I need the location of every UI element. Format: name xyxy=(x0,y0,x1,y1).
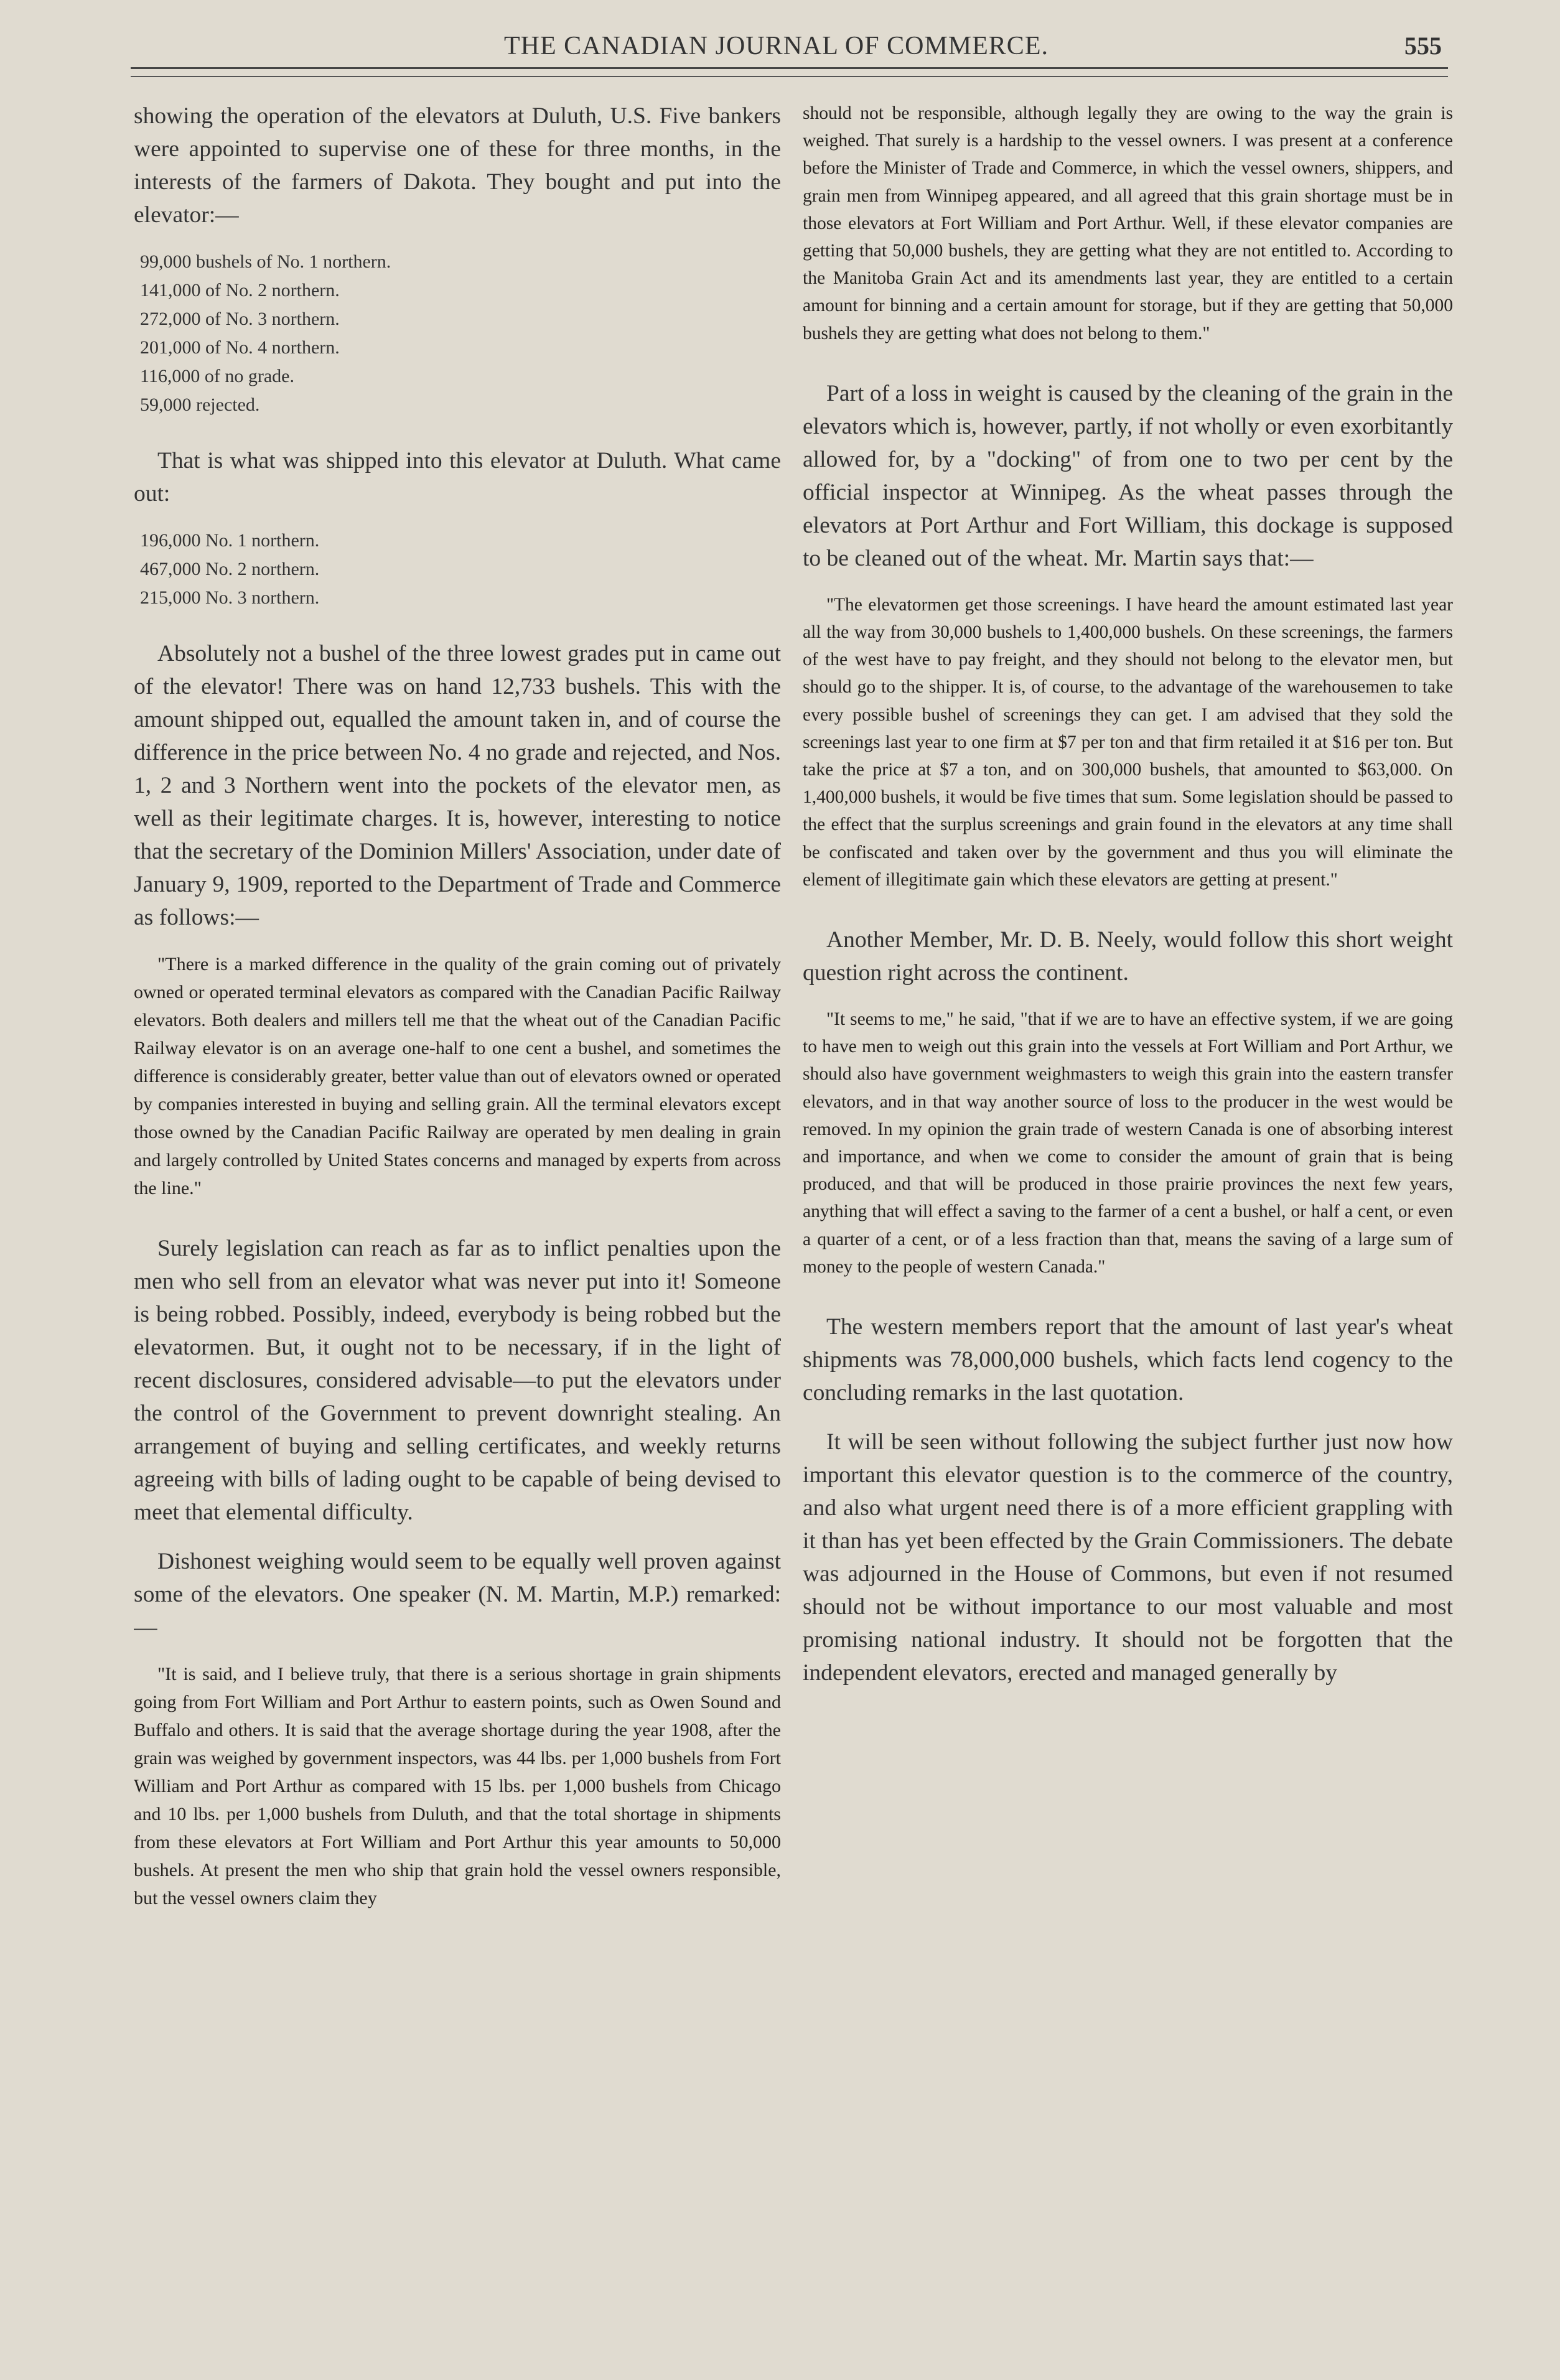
page-number: 555 xyxy=(1404,32,1442,60)
block-quote: "There is a marked difference in the quality of the grain coming out of privately owned or operated terminal elevators as compared with the Canadian Pacific Railway elevators. Both dealers and millers tell me that the wheat out of the Canadian Pacific Railway elevator is on an average one-half to one cent a bushel, and sometimes the difference is considerably greater, better value than out of elevators owned or operated by companies interested in buying and selling grain. All the terminal elevators except those owned by the Canadian Pacific Railway are operated by men dealing in grain and largely controlled by United States concerns and managed by experts from across the line." xyxy=(134,954,781,1198)
paragraph: It will be seen without following the subject further just now how important this elevator question is to the commerce of the country, and also what urgent need there is of a more efficient grappling with it than has yet been effected by the Grain Commissioners. The debate was adjourned in the House of Commons, but even if not resumed should not be without importance to our most valuable and most promising national industry. It should not be forgotten that the independent elevators, erected and managed generally by xyxy=(803,1429,1453,1686)
block-quote: "It is said, and I believe truly, that there is a serious shortage in grain shipments going from Fort William and Port Arthur to eastern points, such as Owen Sound and Buffalo and others. It is said that the average shortage during the year 1908, after the grain was weighed by government inspectors, was 44 lbs. per 1,000 bushels from Fort William and Port Arthur as compared with 15 lbs. per 1,000 bushels from Chicago and 10 lbs. per 1,000 bushels from Duluth, and that the total shortage in shipments from these elevators at Fort William and Port Arthur this year amounts to 50,000 bushels. At present the men who ship that grain hold the vessel owners responsible, but the vessel owners claim they xyxy=(134,1664,781,1908)
header-rule-secondary xyxy=(131,76,1448,77)
list-item: 141,000 of No. 2 northern. xyxy=(140,280,340,301)
page-header xyxy=(124,30,1467,67)
paragraph: That is what was shipped into this elevator at Duluth. What came out: xyxy=(134,448,781,506)
list-item: 196,000 No. 1 northern. xyxy=(140,530,320,551)
paragraph: Part of a loss in weight is caused by the cleaning of the grain in the elevators which is, however, partly, if not wholly or even exorbitantly allowed for, by a "docking" of from one to two per cent by the official inspector at Winnipeg. As the wheat passes through the elevators at Port Arthur and Fort William, this dockage is supposed to be cleaned out of the wheat. Mr. Martin says that:— xyxy=(803,380,1453,571)
right-column xyxy=(803,100,1453,2355)
list-item: 467,000 No. 2 northern. xyxy=(140,559,320,579)
paragraph: showing the operation of the elevators at Duluth, U.S. Five bankers were appointed to supervise one of these for three months, in the interests of the farmers of Dakota. They bought and put into the elevator:— xyxy=(134,103,781,228)
block-quote-continued: should not be responsible, although legally they are owing to the way the grain is weighed. That surely is a hardship to the vessel owners. I was present at a conference before the Minister of Trade and Commerce, in which the vessel owners, shippers, and grain men from Winnipeg appeared, and all agreed that this grain shortage must be in those elevators at Fort William and Port Arthur. Well, if these elevator companies are getting that 50,000 bushels, they are getting what they are not entitled to. According to the Manitoba Grain Act and its amendments last year, they are entitled to a certain amount for binning and a certain amount for storage, but if they are getting that 50,000 bushels they are getting what does not belong to them." xyxy=(803,103,1453,343)
block-quote: "It seems to me," he said, "that if we are to have an effective system, if we are going to have men to weigh out this grain into the vessels at Fort William and Port Arthur, we should also have government weighmasters to weigh this grain into the eastern transfer elevators, and in that way another source of loss to the producer in the west would be removed. In my opinion the grain trade of western Canada is one of absorbing interest and importance, and when we come to consider the amount of grain that is being produced, and that will be produced in those prairie provinces the next few years, anything that will effect a saving to the farmer of a cent a bushel, or half a cent, or even a quarter of a cent, or of a less fraction than that, means the saving of a large sum of money to the people of western Canada." xyxy=(803,1009,1453,1277)
journal-title: THE CANADIAN JOURNAL OF COMMERCE. xyxy=(504,32,1049,60)
paragraph: Absolutely not a bushel of the three lowest grades put in came out of the elevator! There was on hand 12,733 bushels. This with the amount shipped out, equalled the amount taken in, and of course the difference in the price between No. 4 no grade and rejected, and Nos. 1, 2 and 3 Northern went into the pockets of the elevator men, as well as their legitimate charges. It is, however, interesting to notice that the secretary of the Dominion Millers' Association, under date of January 9, 1909, reported to the Department of Trade and Commerce as follows:— xyxy=(134,641,781,930)
list-item: 201,000 of No. 4 northern. xyxy=(140,337,340,358)
list-item: 272,000 of No. 3 northern. xyxy=(140,309,340,329)
block-quote: "The elevatormen get those screenings. I have heard the amount estimated last year all the way from 30,000 bushels to 1,400,000 bushels. On these screenings, the farmers of the west have to pay freight, and they should not belong to the elevator men, but should go to the shipper. It is, of course, to the advantage of the warehousemen to take every possible bushel of screenings they can get. I am advised that they sold the screenings last year to one firm at $7 per ton and that firm retailed it at $16 per ton. But take the price at $7 a ton, and on 300,000 bushels, that amounted to $63,000. On 1,400,000 bushels, it would be five times that sum. Some legislation should be passed to the effect that the surplus screenings and grain found in the elevators at any time shall be confiscated and taken over by the government and thus you will eliminate the element of illegitimate gain which these elevators are getting at present." xyxy=(803,594,1453,890)
list-item: 99,000 bushels of No. 1 northern. xyxy=(140,251,391,272)
grain-out-list xyxy=(134,526,781,612)
list-item: 116,000 of no grade. xyxy=(140,366,294,386)
list-item: 215,000 No. 3 northern. xyxy=(140,587,320,608)
paragraph: Another Member, Mr. D. B. Neely, would follow this short weight question right across the continent. xyxy=(803,927,1453,986)
paragraph: Surely legislation can reach as far as to inflict penalties upon the men who sell from an elevator what was never put into it! Someone is being robbed. Possibly, indeed, everybody is being robbed but the elevatormen. But, it ought not to be necessary, if in the light of recent disclosures, considered advisable—to put the elevators under the control of the Government to prevent downright stealing. An arrangement of buying and selling certificates, and weekly returns agreeing with bills of lading ought to be capable of being devised to meet that elemental difficulty. xyxy=(134,1236,781,1525)
paragraph: The western members report that the amount of last year's wheat shipments was 78,000,000 bushels, which facts lend cogency to the concluding remarks in the last quotation. xyxy=(803,1314,1453,1406)
left-column xyxy=(134,100,781,2355)
paragraph: Dishonest weighing would seem to be equally well proven against some of the elevators. One speaker (N. M. Martin, M.P.) remarked:— xyxy=(134,1549,781,1640)
list-item: 59,000 rejected. xyxy=(140,394,260,415)
header-rule xyxy=(131,67,1448,69)
grain-in-list xyxy=(134,248,781,419)
